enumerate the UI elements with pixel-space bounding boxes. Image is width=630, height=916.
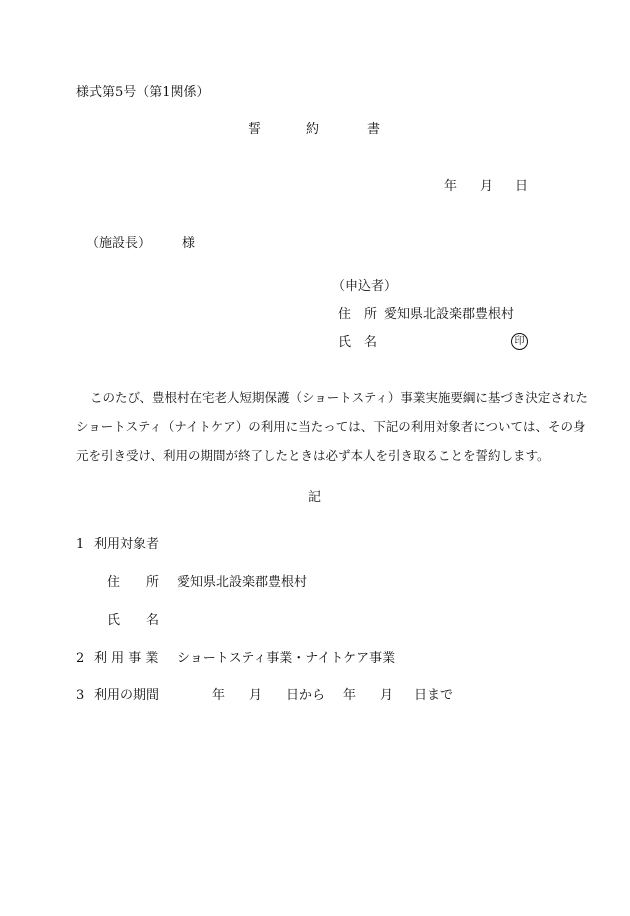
- item1-label: 利用対象者: [94, 537, 160, 552]
- item3-from-day: 日から: [286, 688, 326, 703]
- title-char-3: 書: [367, 122, 381, 137]
- addressee-honorific: 様: [182, 236, 196, 251]
- date-month: 月: [480, 179, 494, 194]
- item3-number: 3: [76, 688, 85, 703]
- item2-label: 利 用 事 業: [94, 651, 159, 666]
- date-day: 日: [515, 179, 529, 194]
- addressee-label: （施設長）: [86, 236, 152, 251]
- applicant-address-label: 住 所: [338, 307, 378, 322]
- item3-label: 利用の期間: [94, 688, 160, 703]
- applicant-heading: （申込者）: [332, 279, 398, 294]
- form-number: 様式第5号（第1関係）: [76, 85, 210, 100]
- body-line-3: 元を引き受け、利用の期間が終了したときは必ず本人を引き取ることを誓約します。: [76, 448, 550, 463]
- applicant-address-value: 愛知県北設楽郡豊根村: [384, 307, 515, 322]
- item1-address-label: 住 所: [107, 575, 160, 590]
- ki-heading: 記: [308, 490, 322, 505]
- item1-number: 1: [76, 537, 85, 552]
- item3-to-day: 日まで: [414, 688, 454, 703]
- item3-from-year: 年: [212, 688, 226, 703]
- item3-from-month: 月: [249, 688, 263, 703]
- title-char-2: 約: [306, 122, 320, 137]
- item2-value: ショートスティ事業・ナイトケア事業: [177, 651, 396, 666]
- item3-to-year: 年: [343, 688, 357, 703]
- body-line-1: このたび、豊根村在宅老人短期保護（ショートスティ）事業実施要綱に基づき決定された: [90, 390, 588, 405]
- item3-to-month: 月: [380, 688, 394, 703]
- item1-name-label: 氏 名: [107, 613, 160, 628]
- seal-mark: 印: [511, 333, 528, 350]
- title-char-1: 誓: [248, 122, 262, 137]
- date-year: 年: [444, 179, 458, 194]
- item1-address-value: 愛知県北設楽郡豊根村: [177, 575, 308, 590]
- item2-number: 2: [76, 651, 85, 666]
- applicant-name-label: 氏 名: [338, 335, 378, 350]
- body-line-2: ショートスティ（ナイトケア）の利用に当たっては、下記の利用対象者については、その身: [76, 419, 586, 434]
